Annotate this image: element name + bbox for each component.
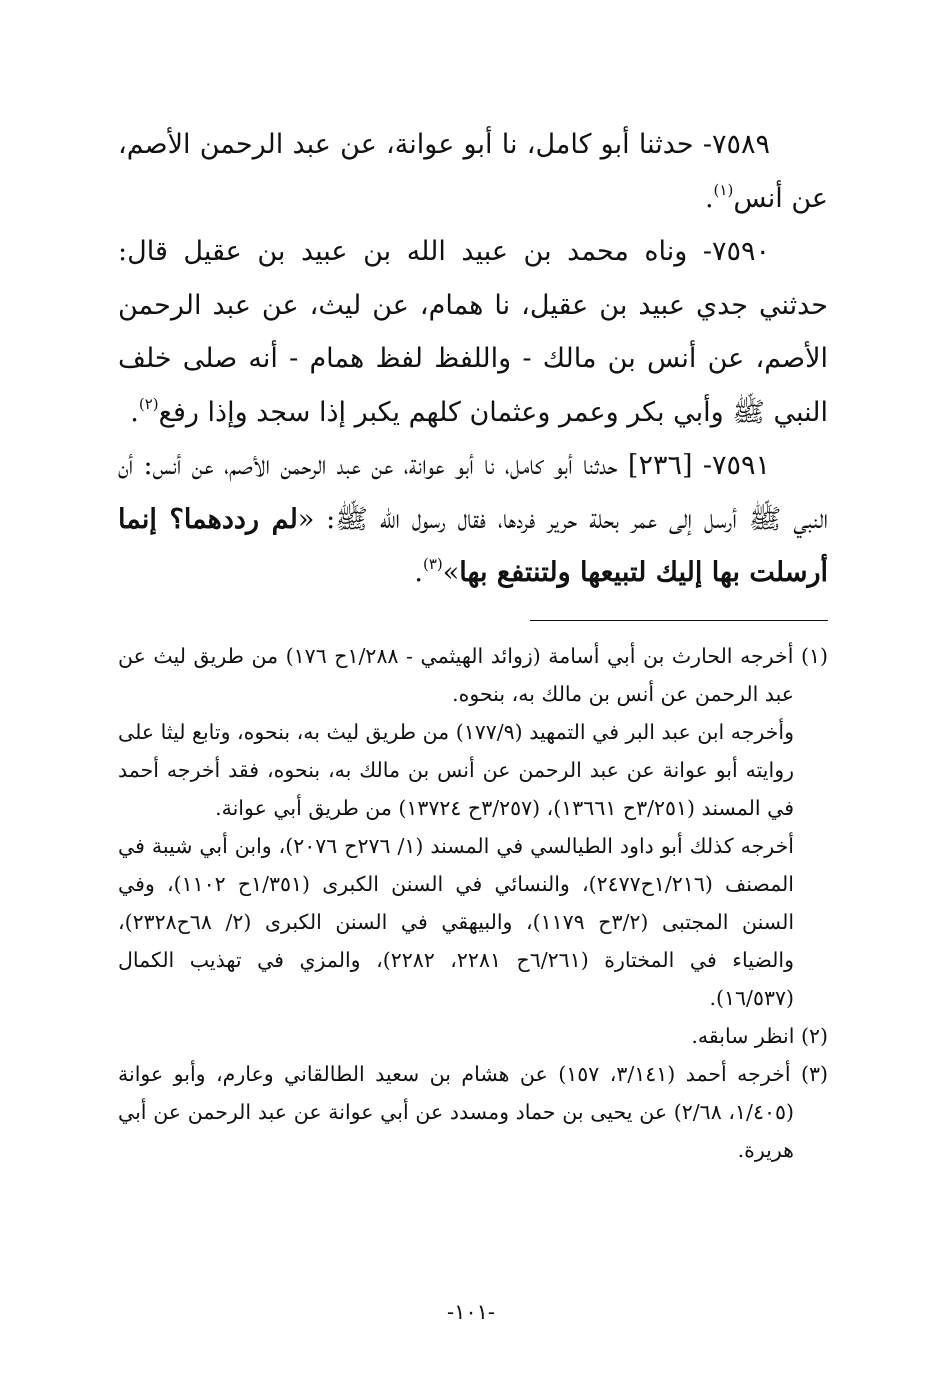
hadith-7590 — [118, 225, 828, 439]
quote-close: » — [442, 557, 460, 588]
hadith-end: . — [704, 182, 714, 214]
footnote-ref-2[interactable]: (٢) — [138, 394, 159, 413]
footnote-ref-1[interactable]: (١) — [713, 180, 734, 199]
hadith-text: ٧٥٩١- [٢٣٦] حدثنا أبو كامل، نا أبو عوانة، عن عبد الرحمن الأصم، عن أنس: أن النبي ﷺ أرسل إلى عمر بحلة حرير فردها، فقال رسول الله ﷺ: « — [118, 450, 829, 535]
footnote-1-paragraph: أخرجه كذلك أبو داود الطيالسي في المسند (١/ ٢٧٦ح ٢٠٧٦)، وابن أبي شيبة في المصنف (١/٢١٦ح٢٤٧٧)، والنسائي في السنن الكبرى (١/٣٥١ح ١١٠٢)، وفي السنن المجتبى (٣/٢ح ١١٧٩)، والبيهقي في السنن الكبرى (٢/ ٦٨ح٢٣٢٨)، والضياء في المختارة (٦/٢٦١ح ٢٢٨١، ٢٢٨٢)، والمزي في تهذيب الكمال (١٦/٥٣٧). — [118, 833, 795, 1010]
hadith-7589 — [118, 118, 828, 225]
footnote-separator — [530, 620, 828, 621]
footnote-2: (٢) انظر سابقه. — [691, 1023, 828, 1048]
footnote-ref-3[interactable]: (٣) — [422, 555, 443, 573]
footnotes-section — [118, 637, 828, 1169]
hadith-7591 — [118, 439, 828, 600]
footnote-3: (٣) أخرجه أحمد (٣/١٤١، ١٥٧) عن هشام بن سعيد الطالقاني وعارم، وأبو عوانة (١/٤٠٥، ٢/٦٨) عن يحيى بن حماد ومسدد عن أبي عوانة عن عبد الرحمن عن أبي هريرة. — [118, 1061, 828, 1162]
hadith-text: ٧٥٨٩- حدثنا أبو كامل، نا أبو عوانة، عن عبد الرحمن الأصم، عن أنس — [118, 129, 828, 214]
page-number: -١٠١- — [446, 1300, 496, 1324]
document-page — [118, 118, 828, 1169]
footnote-1: (١) أخرجه الحارث بن أبي أسامة (زوائد الهيثمي - ١/٢٨٨ح ١٧٦) من طريق ليث عن عبد الرحمن عن أنس بن مالك به، بنحوه. — [118, 643, 828, 706]
hadith-end: . — [130, 396, 139, 428]
prophet-quote: لم رددهما؟ إنما أرسلت بها إليك لتبيعها ولتنتفع بها — [118, 503, 828, 588]
footnote-1-paragraph: وأخرجه ابن عبد البر في التمهيد (١٧٧/٩) من طريق ليث به، بنحوه، وتابع ليثا على روايته أبو عوانة عن عبد الرحمن عن أنس بن مالك به، بنحوه، فقد أخرجه أحمد في المسند (٣/٢٥١ح ١٣٦٦١)، (٣/٢٥٧ح ١٣٧٢٤) من طريق أبي عوانة. — [118, 719, 794, 820]
hadith-text: ٧٥٩٠- وناه محمد بن عبيد الله بن عبيد بن عقيل قال: حدثني جدي عبيد بن عقيل، نا همام، عن ليث، عن عبد الرحمن الأصم، عن أنس بن مالك - واللفظ لفظ همام - أنه صلى خلف النبي ﷺ وأبي بكر وعمر وعثمان كلهم يكبر إذا سجد وإذا رفع — [118, 236, 828, 428]
hadith-end: . — [414, 557, 423, 588]
